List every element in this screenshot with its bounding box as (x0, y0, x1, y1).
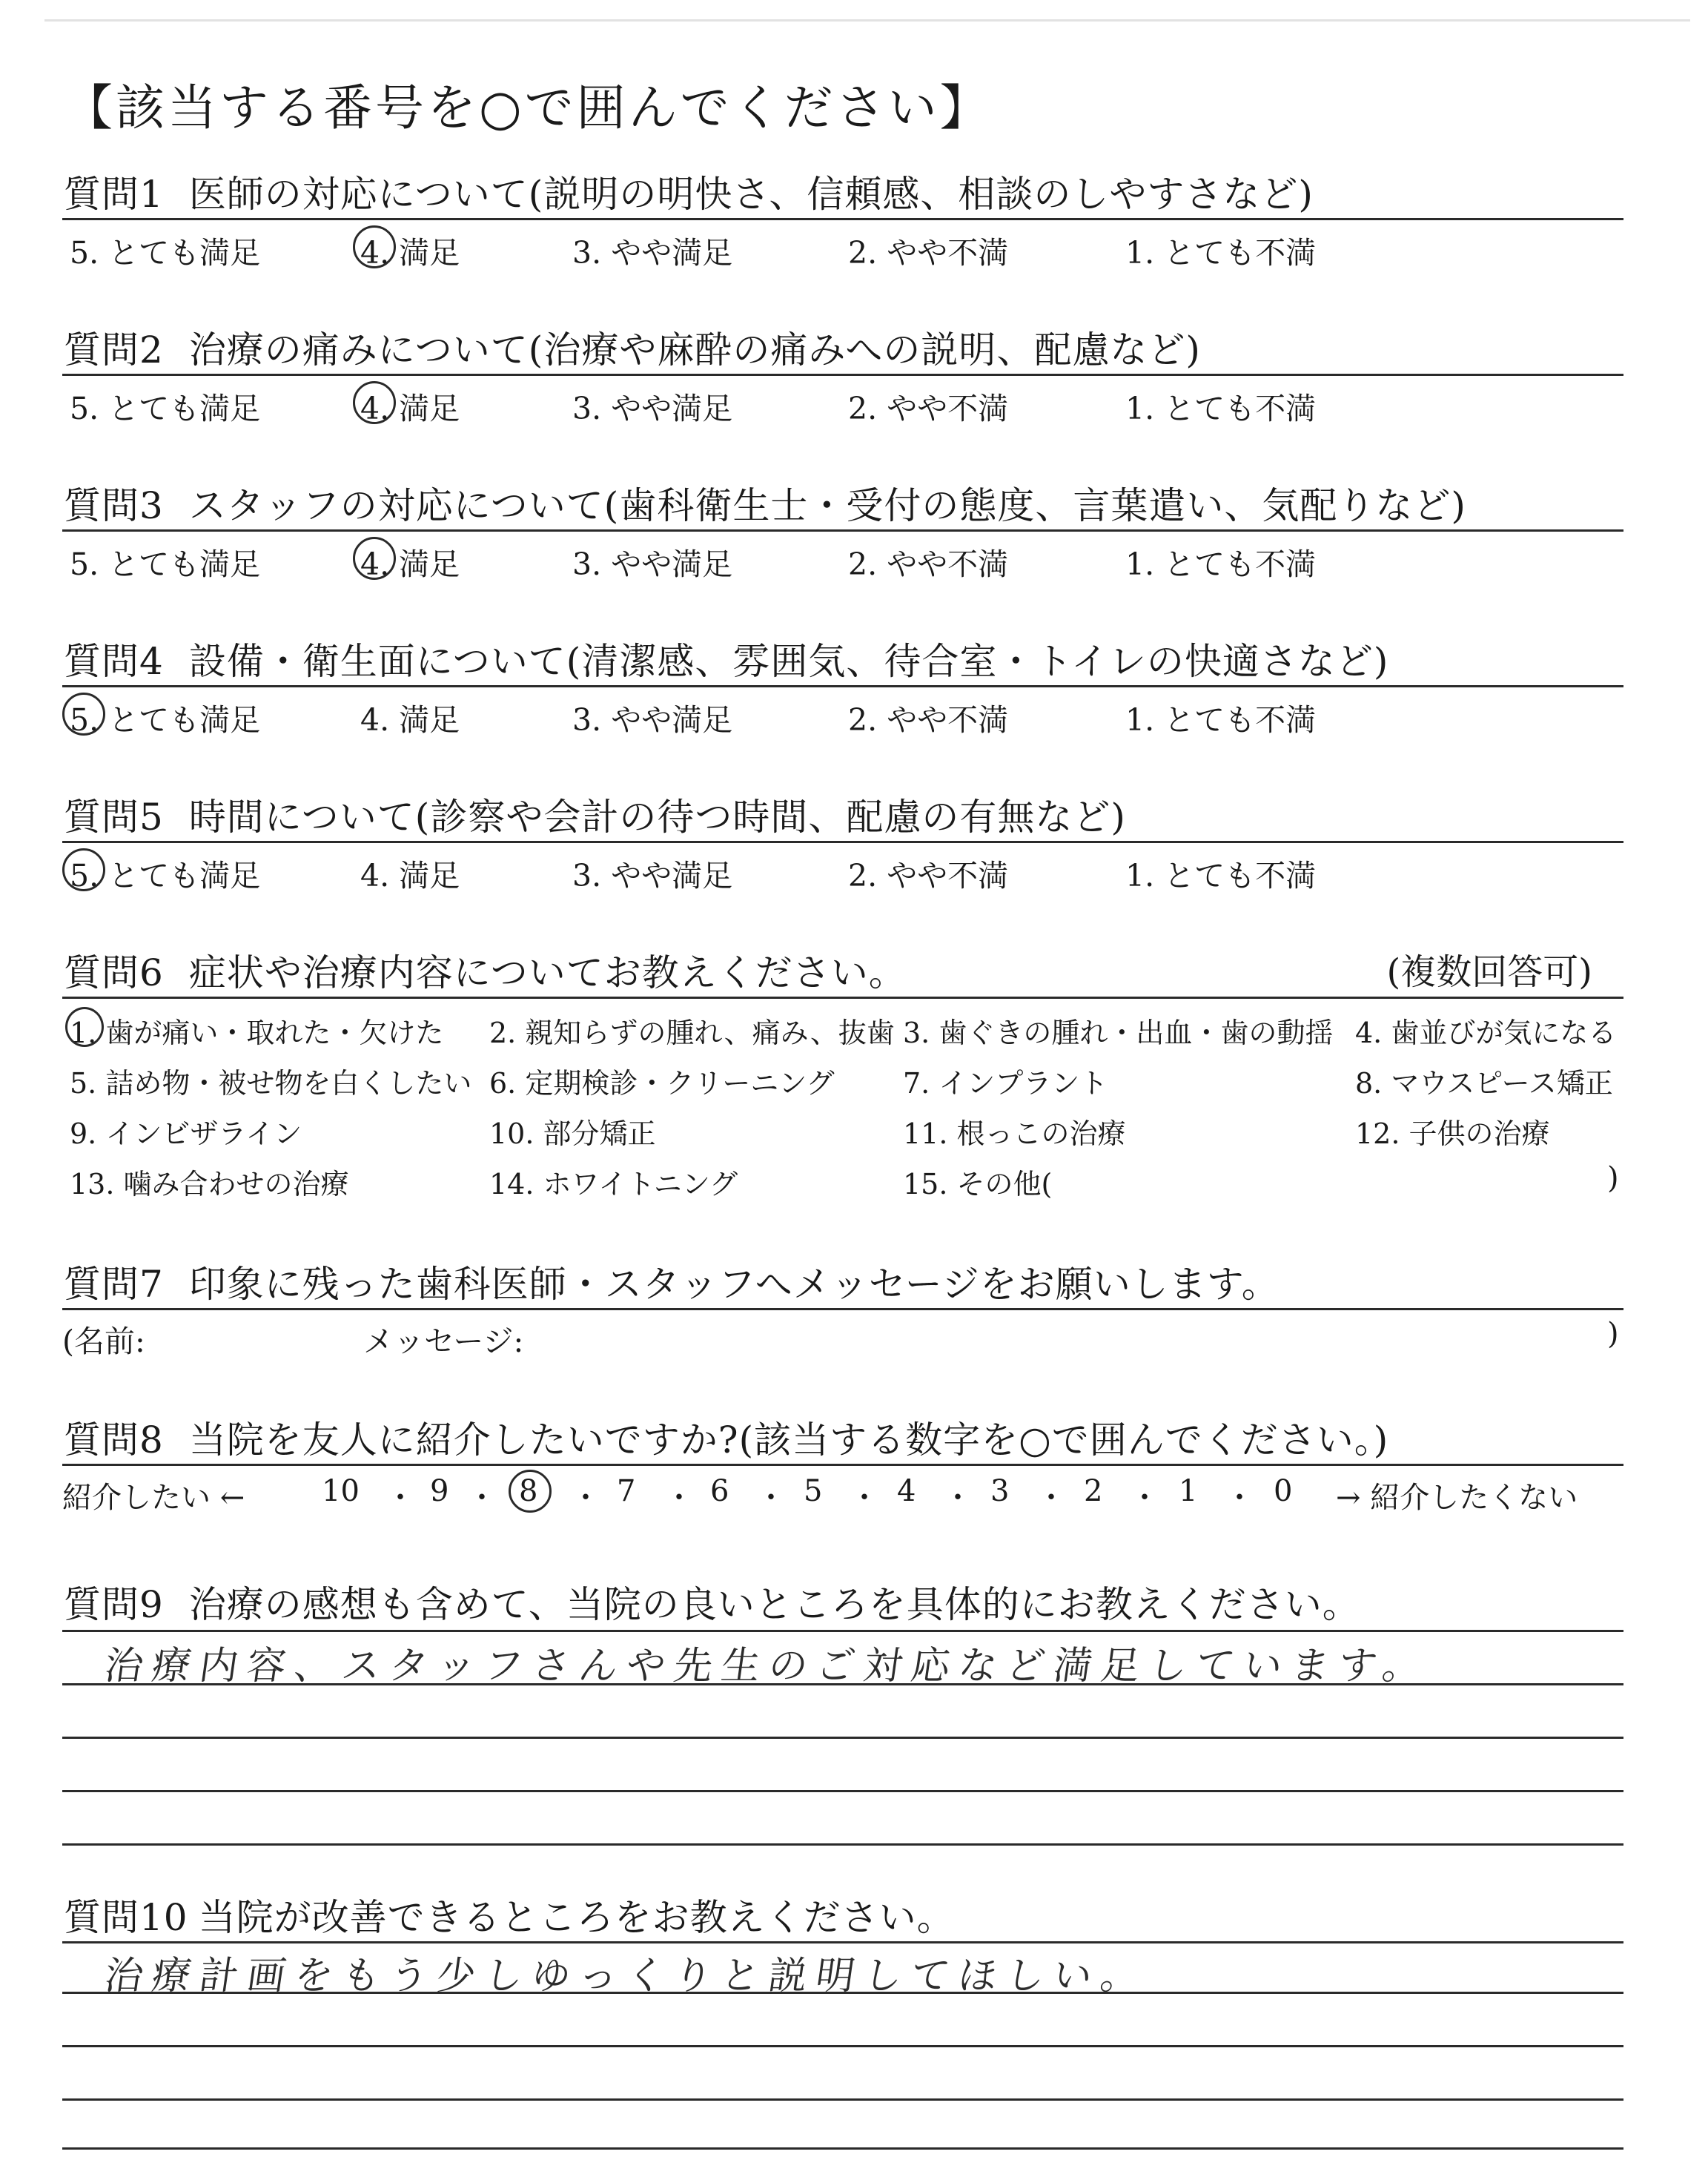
rating-option-selected[interactable]: 5. とても満足 (70, 851, 260, 895)
handwritten-answer: 治療計画をもう少しゆっくりと説明してほしい。 (102, 1954, 1151, 1998)
question-text: 治療の痛みについて(治療や麻酔の痛みへの説明、配慮など) (188, 328, 1201, 371)
scale-separator: ・ (664, 1481, 694, 1515)
scale-separator: ・ (1225, 1481, 1254, 1515)
scale-value[interactable]: 4 (897, 1474, 916, 1508)
answer-line (62, 2045, 1623, 2047)
symptom-option[interactable]: 10. 部分矯正 (489, 1117, 656, 1150)
symptom-option[interactable]: 13. 噛み合わせの治療 (70, 1168, 349, 1200)
symptom-option[interactable]: 4. 歯並びが気になる (1355, 1017, 1617, 1049)
answer-line (62, 1992, 1623, 1994)
divider (62, 841, 1623, 843)
answer-line (62, 1941, 1623, 1943)
rating-option[interactable]: 3. やや満足 (572, 546, 733, 582)
scale-left-label: 紹介したい ← (62, 1481, 245, 1515)
scale-separator: ・ (756, 1481, 786, 1515)
divider (62, 685, 1623, 687)
symptom-option[interactable]: 6. 定期検診・クリーニング (489, 1067, 835, 1100)
scale-value[interactable]: 10 (322, 1474, 360, 1508)
selection-circle (353, 537, 396, 580)
page-title: 【該当する番号を○で囲んでください】 (64, 79, 992, 136)
rating-option[interactable]: 2. やや不満 (848, 391, 1009, 426)
question-number: 質問3 (64, 484, 164, 527)
scale-value[interactable]: 0 (1274, 1474, 1293, 1508)
answer-line (62, 1630, 1623, 1632)
selection-circle (62, 693, 105, 736)
rating-option[interactable]: 2. やや不満 (848, 546, 1009, 582)
rating-option[interactable]: 3. やや満足 (572, 391, 733, 426)
scale-separator: ・ (571, 1481, 600, 1515)
answer-line (62, 1683, 1623, 1685)
answer-line (62, 1790, 1623, 1792)
top-border (44, 19, 1690, 22)
question-number: 質問9 (64, 1583, 164, 1626)
rating-option[interactable]: 5. とても満足 (70, 235, 261, 271)
answer-line (62, 1843, 1623, 1846)
question-text: 当院を友人に紹介したいですか?(該当する数字を○で囲んでください。) (188, 1418, 1389, 1462)
rating-option[interactable]: 5. とても満足 (70, 546, 261, 582)
rating-option[interactable]: 2. やや不満 (848, 702, 1009, 738)
question-number: 質問8 (64, 1418, 164, 1462)
scale-separator: ・ (850, 1481, 879, 1515)
selection-circle (62, 848, 105, 891)
scale-value[interactable]: 9 (430, 1474, 449, 1508)
symptom-option[interactable]: 5. 詰め物・被せ物を白くしたい (70, 1067, 472, 1100)
answer-line (62, 1737, 1623, 1739)
scale-value-selected[interactable]: 8 (519, 1474, 538, 1508)
symptom-option[interactable]: 11. 根っこの治療 (903, 1117, 1126, 1150)
rating-option[interactable]: 4. 満足 (360, 858, 460, 894)
rating-option[interactable]: 5. とても満足 (70, 391, 261, 426)
selection-circle (353, 381, 396, 424)
scale-right-label: → 紹介したくない (1336, 1481, 1578, 1515)
question-text: 医師の対応について(説明の明快さ、信頼感、相談のしやすさなど) (188, 173, 1314, 216)
rating-option[interactable]: 1. とても不満 (1125, 702, 1317, 738)
scale-separator: ・ (1036, 1481, 1066, 1515)
rating-option[interactable]: 1. とても不満 (1125, 858, 1317, 894)
question-text: 当院が改善できるところをお教えください。 (198, 1896, 955, 1939)
rating-option[interactable]: 3. やや満足 (572, 235, 733, 271)
divider (62, 529, 1623, 532)
scale-separator: ・ (467, 1481, 497, 1515)
symptom-option[interactable]: 12. 子供の治療 (1355, 1117, 1550, 1150)
scale-value[interactable]: 7 (617, 1474, 636, 1508)
symptom-option-selected[interactable]: 1. 歯が痛い・取れた・欠けた (70, 1010, 443, 1051)
divider (62, 1464, 1623, 1466)
answer-line (62, 2147, 1623, 2150)
multiple-answers-note: (複数回答可) (1386, 951, 1592, 993)
question-text: スタッフの対応について(歯科衛生士・受付の態度、言葉遣い、気配りなど) (188, 484, 1466, 527)
scale-value[interactable]: 1 (1179, 1474, 1198, 1508)
symptom-option[interactable]: 8. マウスピース矯正 (1355, 1067, 1613, 1100)
rating-option-selected[interactable]: 4. 満足 (360, 228, 460, 272)
selection-circle (353, 225, 396, 268)
symptom-option[interactable]: 14. ホワイトニング (489, 1168, 738, 1200)
question-number: 質問2 (64, 328, 164, 371)
question-number: 質問5 (64, 796, 164, 839)
rating-option[interactable]: 4. 満足 (360, 702, 460, 738)
answer-line (62, 2098, 1623, 2101)
question-number: 質問10 (64, 1896, 188, 1939)
selection-circle (65, 1007, 104, 1047)
name-label: (名前: (62, 1324, 145, 1359)
question-text: 症状や治療内容についてお教えください。 (188, 951, 907, 994)
scale-separator: ・ (385, 1481, 415, 1515)
other-close-paren: ) (1607, 1161, 1619, 1195)
rating-option[interactable]: 1. とても不満 (1125, 391, 1317, 426)
rating-option[interactable]: 1. とても不満 (1125, 546, 1317, 582)
rating-option-selected[interactable]: 5. とても満足 (70, 696, 260, 739)
divider (62, 1308, 1623, 1310)
question-text: 時間について(診察や会計の待つ時間、配慮の有無など) (188, 796, 1126, 839)
scale-separator: ・ (943, 1481, 973, 1515)
rating-option[interactable]: 2. やや不満 (848, 235, 1009, 271)
divider (62, 374, 1623, 376)
scale-value[interactable]: 2 (1084, 1474, 1103, 1508)
scale-value[interactable]: 6 (710, 1474, 729, 1508)
scale-value[interactable]: 3 (990, 1474, 1010, 1508)
rating-option-selected[interactable]: 4. 満足 (360, 384, 460, 428)
question-number: 質問1 (64, 173, 164, 216)
symptom-option[interactable]: 9. インビザライン (70, 1117, 302, 1150)
recommend-scale (0, 1474, 1708, 1519)
divider (62, 218, 1623, 220)
message-label: メッセージ: (363, 1324, 524, 1359)
scale-separator: ・ (1130, 1481, 1159, 1515)
rating-option[interactable]: 3. やや満足 (572, 702, 733, 738)
symptom-option[interactable]: 3. 歯ぐきの腫れ・出血・歯の動揺 (903, 1017, 1334, 1049)
question-number: 質問7 (64, 1263, 164, 1306)
symptom-option[interactable]: 7. インプラント (903, 1067, 1108, 1100)
symptom-option-other[interactable]: 15. その他( (903, 1168, 1053, 1200)
question-number: 質問6 (64, 951, 164, 994)
question-number: 質問4 (64, 640, 164, 683)
divider (62, 997, 1623, 999)
rating-option[interactable]: 3. やや満足 (572, 858, 733, 894)
scale-value[interactable]: 5 (804, 1474, 823, 1508)
question-text: 設備・衛生面について(清潔感、雰囲気、待合室・トイレの快適さなど) (188, 640, 1389, 683)
question-text: 治療の感想も含めて、当院の良いところを具体的にお教えください。 (188, 1583, 1360, 1626)
message-close-paren: ) (1607, 1317, 1619, 1351)
symptom-option[interactable]: 2. 親知らずの腫れ、痛み、抜歯 (489, 1017, 895, 1049)
rating-option[interactable]: 1. とても不満 (1125, 235, 1317, 271)
rating-option-selected[interactable]: 4. 満足 (360, 540, 460, 584)
question-text: 印象に残った歯科医師・スタッフへメッセージをお願いします。 (188, 1263, 1280, 1306)
handwritten-answer: 治療内容、スタッフさんや先生のご対応など満足しています。 (102, 1644, 1434, 1688)
rating-option[interactable]: 2. やや不満 (848, 858, 1009, 894)
